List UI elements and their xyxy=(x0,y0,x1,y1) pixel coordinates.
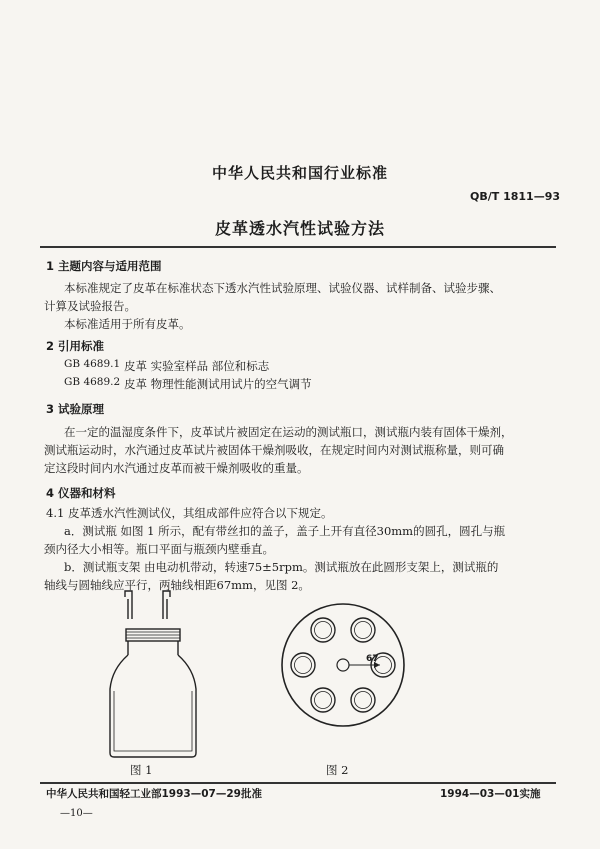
section-3-line2: 测试瓶运动时，水汽通过皮革试片被固体干燥剂吸收，在规定时间内对测试瓶称量，则可确 xyxy=(44,443,504,457)
document-title: 皮革透水汽性试验方法 xyxy=(214,219,385,238)
item-a-line1: a．测试瓶 如图 1 所示，配有带丝扣的盖子，盖子上开有直径30mm的圆孔，圆孔与瓶 xyxy=(64,524,506,538)
reference-2-code: GB 4689.2 xyxy=(64,376,121,388)
footer-divider xyxy=(40,782,556,784)
issuer-approval: 中华人民共和国轻工业部1993—07—29批准 xyxy=(46,788,262,800)
figure-1-caption: 图 1 xyxy=(130,763,153,777)
figure-2-bottle-holder xyxy=(278,600,408,730)
section-3-heading: 3 试验原理 xyxy=(46,402,105,416)
reference-2-text: 皮革 物理性能测试用试片的空气调节 xyxy=(124,377,312,391)
section-1-para2: 本标准适用于所有皮革。 xyxy=(64,317,191,331)
section-2-heading: 2 引用标准 xyxy=(46,339,105,353)
section-4-heading: 4 仪器和材料 xyxy=(46,486,116,500)
effective-date: 1994—03—01实施 xyxy=(440,788,541,800)
section-3-line3: 定这段时间内水汽通过皮革而被干燥剂吸收的重量。 xyxy=(44,461,309,475)
item-4-1: 4.1 皮革透水汽性测试仪，其组成部件应符合以下规定。 xyxy=(46,506,333,520)
reference-1-text: 皮革 实验室样品 部位和标志 xyxy=(124,359,270,373)
item-b-line2: 轴线与圆轴线应平行，两轴线相距67mm，见图 2。 xyxy=(44,578,310,592)
figure-1-test-bottle xyxy=(90,585,230,765)
item-b-line1: b．测试瓶支架 由电动机带动，转速75±5rpm。测试瓶放在此圆形支架上，测试瓶的 xyxy=(64,560,499,574)
section-3-line1: 在一定的温湿度条件下，皮革试片被固定在运动的测试瓶口，测试瓶内装有固体干燥剂， xyxy=(64,425,513,439)
figure-2-dimension-label: 67 xyxy=(366,654,379,664)
reference-1-code: GB 4689.1 xyxy=(64,358,121,370)
header-divider xyxy=(40,246,556,248)
section-1-heading: 1 主题内容与适用范围 xyxy=(46,259,162,273)
section-1-para1-line1: 本标准规定了皮革在标准状态下透水汽性试验原理、试验仪器、试样制备、试验步骤、 xyxy=(64,281,501,295)
page-number: —10— xyxy=(60,808,93,819)
section-1-para1-line2: 计算及试验报告。 xyxy=(44,299,136,313)
item-a-line2: 颈内径大小相等。瓶口平面与瓶颈内壁垂直。 xyxy=(44,542,274,556)
standard-number: QB/T 1811—93 xyxy=(470,190,561,203)
org-title: 中华人民共和国行业标准 xyxy=(211,164,388,182)
figure-2-caption: 图 2 xyxy=(326,763,349,777)
